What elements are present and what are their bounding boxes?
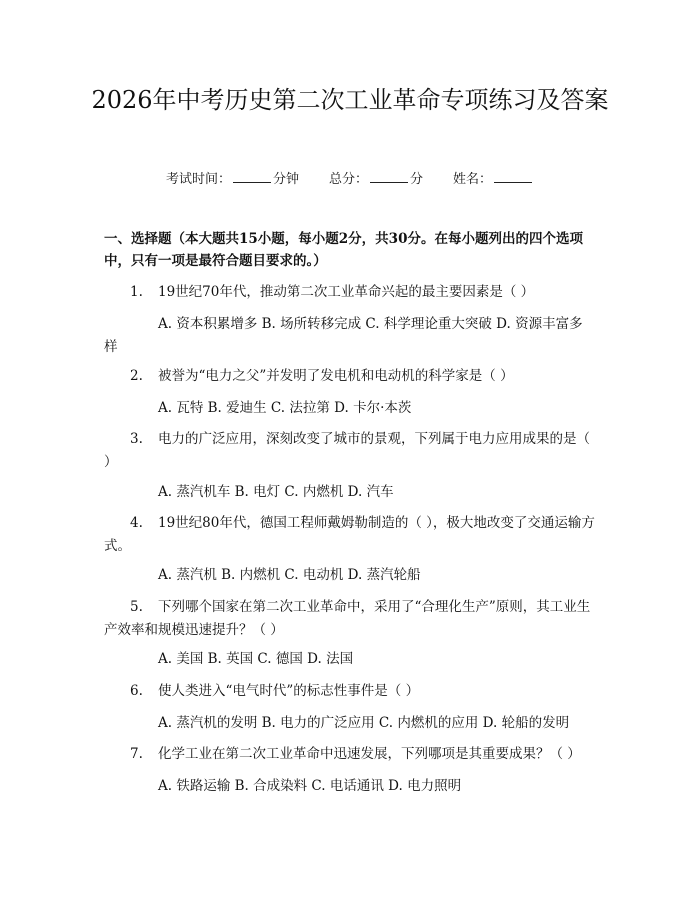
- question-2: [104, 365, 596, 388]
- question-1: [104, 281, 596, 304]
- document-title: 2026年中考历史第二次工业革命专项练习及答案: [91, 86, 609, 114]
- question-number: 6.: [130, 683, 143, 699]
- question-number: 7.: [130, 746, 143, 762]
- exam-info-line: [0, 168, 700, 190]
- question-2-options: A. 瓦特 B. 爱迪生 C. 法拉第 D. 卡尔·本茨: [158, 400, 412, 416]
- name-blank: [494, 168, 532, 183]
- question-6-options: A. 蒸汽机的发明 B. 电力的广泛应用 C. 内燃机的应用 D. 轮船的发明: [158, 715, 570, 731]
- question-1-options: A. 资本积累增多 B. 场所转移完成 C. 科学理论重大突破 D. 资源丰富多样: [104, 316, 583, 355]
- question-number: 2.: [130, 368, 143, 384]
- question-number: 3.: [130, 431, 143, 447]
- question-number: 1.: [130, 284, 143, 300]
- total-score-blank: [370, 168, 408, 183]
- question-text: 电力的广泛应用，深刻改变了城市的景观，下列属于电力应用成果的是（ ）: [104, 431, 590, 470]
- total-score-unit: 分: [410, 172, 424, 187]
- question-4-options: A. 蒸汽机 B. 内燃机 C. 电动机 D. 蒸汽轮船: [158, 567, 421, 583]
- exam-time-label: 考试时间：: [165, 172, 231, 187]
- question-7: [104, 743, 596, 766]
- question-text: 被誉为“电力之父”并发明了发电机和电动机的科学家是（ ）: [158, 368, 514, 384]
- exam-time-blank: [233, 168, 271, 183]
- question-6: [104, 680, 596, 703]
- question-text: 下列哪个国家在第二次工业革命中，采用了“合理化生产”原则，其工业生产效率和规模迅速提升？（ ）: [104, 599, 591, 638]
- total-score-label: 总分：: [328, 172, 368, 187]
- question-7-options: A. 铁路运输 B. 合成染料 C. 电话通讯 D. 电力照明: [158, 778, 462, 794]
- exam-time-unit: 分钟: [272, 172, 299, 187]
- question-number: 4.: [130, 515, 143, 531]
- question-4: [104, 512, 596, 558]
- question-text: 使人类进入“电气时代”的标志性事件是（ ）: [158, 683, 420, 699]
- section-header: 一、选择题（本大题共15小题，每小题2分，共30分。在每小题列出的四个选项中，只有一项是最符合题目要求的。）: [104, 231, 583, 269]
- question-5: [104, 596, 596, 642]
- question-number: 5.: [130, 599, 143, 615]
- question-text: 化学工业在第二次工业革命中迅速发展，下列哪项是其重要成果？（ ）: [158, 746, 581, 762]
- question-5-options: A. 美国 B. 英国 C. 德国 D. 法国: [158, 651, 354, 667]
- name-label: 姓名：: [453, 172, 493, 187]
- question-text: 19世纪80年代，德国工程师戴姆勒制造的（ ），极大地改变了交通运输方式。: [104, 515, 595, 554]
- question-text: 19世纪70年代，推动第二次工业革命兴起的最主要因素是（ ）: [158, 284, 535, 300]
- question-3-options: A. 蒸汽机车 B. 电灯 C. 内燃机 D. 汽车: [158, 484, 394, 500]
- question-3: [104, 428, 596, 474]
